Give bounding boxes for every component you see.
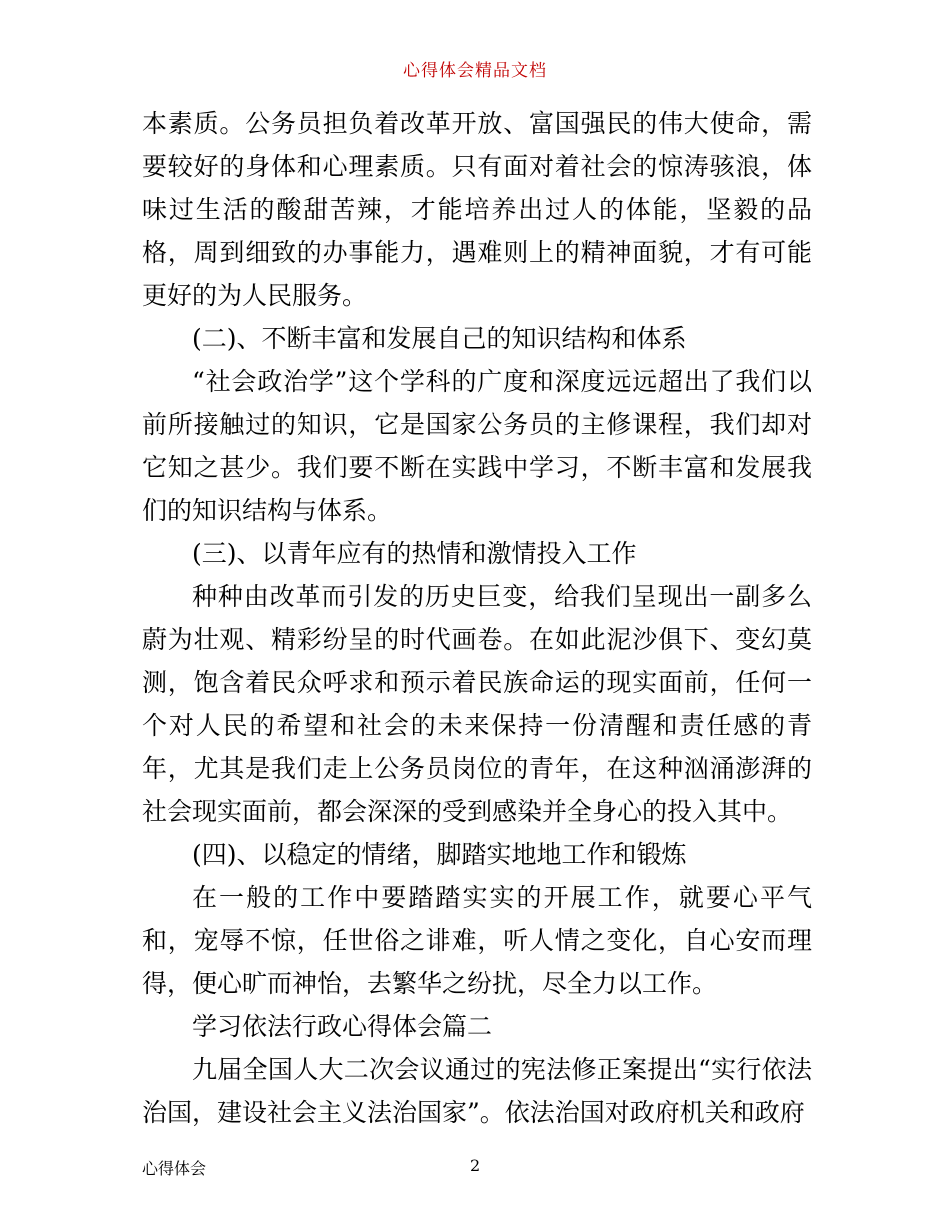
- article-title-2: 学习依法行政心得体会篇二: [192, 1012, 493, 1041]
- paragraph-stable-work: 在一般的工作中要踏踏实实的开展工作，就要心平气和，宠辱不惊，任世俗之诽难，听人情之变化，自心安而理得，便心旷而神怡，去繁华之纷扰，尽全力以工作。: [142, 883, 812, 998]
- section-heading-2: (二)、不断丰富和发展自己的知识结构和体系: [192, 324, 687, 353]
- footer-label: 心得体会: [142, 1159, 207, 1178]
- page-number: 2: [470, 1156, 481, 1175]
- section-heading-4: (四)、以稳定的情绪，脚踏实地地工作和锻炼: [192, 840, 687, 869]
- paragraph-continued: 本素质。公务员担负着改革开放、富国强民的伟大使命，需要较好的身体和心理素质。只有面对着社会的惊涛骇浪，体味过生活的酸甜苦辣，才能培养出过人的体能，坚毅的品格，周到细致的办事能力，遇难则上的精神面貌，才有可能更好的为人民服务。: [142, 109, 812, 310]
- document-header-title: 心得体会精品文档: [403, 61, 547, 81]
- section-heading-3: (三)、以青年应有的热情和激情投入工作: [192, 539, 637, 568]
- paragraph-rule-of-law: 九届全国人大二次会议通过的宪法修正案提出“实行依法治国，建设社会主义法治国家”。依法治国对政府机关和政府: [142, 1055, 812, 1127]
- paragraph-social-politics: “社会政治学”这个学科的广度和深度远远超出了我们以前所接触过的知识，它是国家公务员的主修课程，我们却对它知之甚少。我们要不断在实践中学习，不断丰富和发展我们的知识结构与体系。: [142, 367, 812, 525]
- paragraph-reform: 种种由改革而引发的历史巨变，给我们呈现出一副多么蔚为壮观、精彩纷呈的时代画卷。在如此泥沙俱下、变幻莫测，饱含着民众呼求和预示着民族命运的现实面前，任何一个对人民的希望和社会的未来保持一份清醒和责任感的青年，尤其是我们走上公务员岗位的青年，在这种汹涌澎湃的社会现实面前，都会深深的受到感染并全身心的投入其中。: [142, 582, 812, 826]
- document-body: [142, 102, 812, 1134]
